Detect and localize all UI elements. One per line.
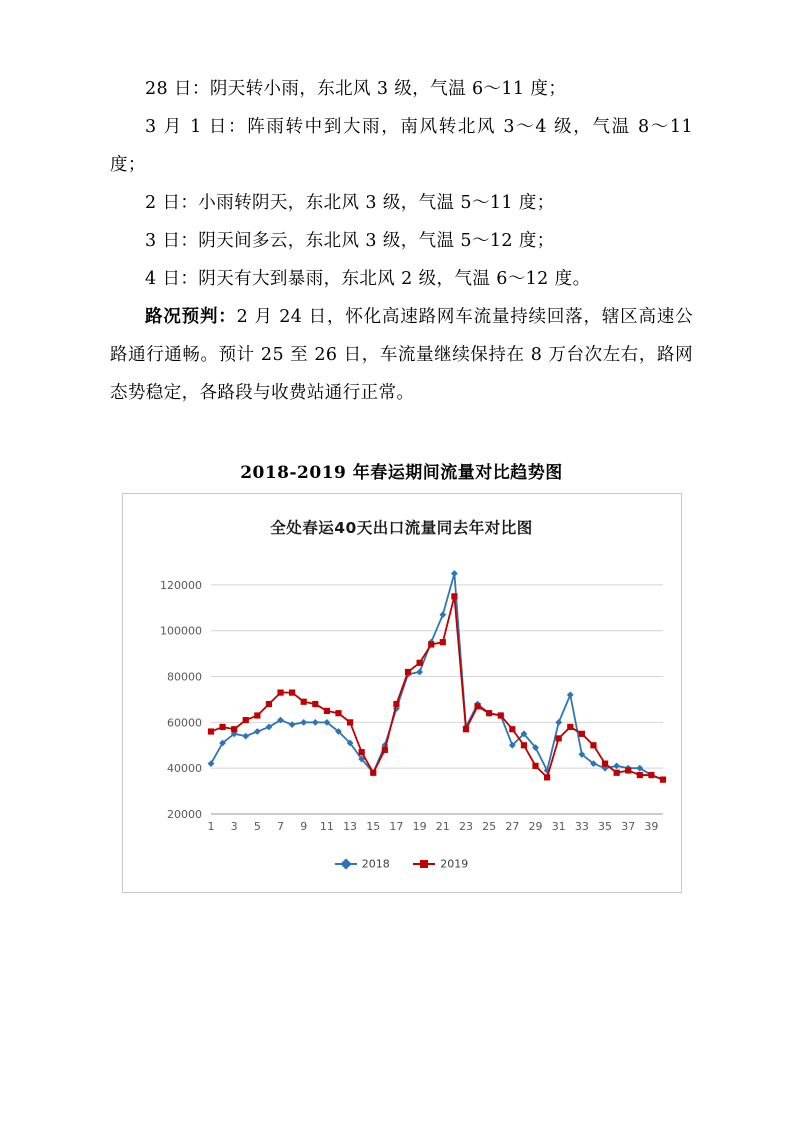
road-forecast-text: 2 月 24 日，怀化高速路网车流量持续回落，辖区高速公路通行通畅。预计 25 至 26 日，车流量继续保持在 8 万台次左右，路网态势稳定，各路段与收费站通行正常。 <box>110 307 693 403</box>
chart-plot <box>123 494 683 894</box>
svg-text:27: 27 <box>504 820 519 833</box>
svg-text:20000: 20000 <box>166 808 202 821</box>
weather-line-3: 2 日：小雨转阴天，东北风 3 级，气温 5～11 度； <box>145 193 555 213</box>
svg-text:37: 37 <box>620 820 635 833</box>
chart-legend <box>123 856 681 870</box>
figure-caption: 2018-2019 年春运期间流量对比趋势图 <box>240 463 563 483</box>
road-forecast-lead: 路况预判： <box>145 307 237 327</box>
legend-label-2018: 2018 <box>361 857 390 870</box>
svg-text:17: 17 <box>388 820 403 833</box>
legend-item-2019 <box>413 857 468 871</box>
svg-text:60000: 60000 <box>166 716 202 730</box>
svg-text:7: 7 <box>276 820 284 833</box>
svg-text:23: 23 <box>458 820 473 833</box>
svg-text:5: 5 <box>253 820 261 833</box>
svg-text:19: 19 <box>412 820 427 833</box>
svg-text:40000: 40000 <box>166 762 202 776</box>
weather-line-1: 28 日：阴天转小雨，东北风 3 级，气温 6～11 度； <box>145 79 567 99</box>
svg-text:11: 11 <box>319 820 334 833</box>
svg-text:15: 15 <box>365 820 380 833</box>
svg-text:35: 35 <box>597 820 612 833</box>
svg-text:13: 13 <box>342 820 357 833</box>
chart-svg <box>123 494 683 894</box>
svg-text:1: 1 <box>207 820 214 833</box>
chart-container <box>122 493 682 893</box>
svg-text:3: 3 <box>230 820 238 833</box>
svg-text:39: 39 <box>643 820 658 833</box>
svg-text:21: 21 <box>435 820 450 833</box>
svg-text:80000: 80000 <box>166 670 202 684</box>
legend-swatch-2019 <box>413 863 435 865</box>
svg-text:33: 33 <box>574 820 589 833</box>
svg-text:100000: 100000 <box>159 624 202 638</box>
legend-label-2019: 2019 <box>440 857 469 870</box>
svg-text:25: 25 <box>481 820 496 833</box>
weather-line-4: 3 日：阴天间多云，东北风 3 级，气温 5～12 度； <box>145 231 555 251</box>
chart-title: 全处春运40天出口流量同去年对比图 <box>270 519 533 537</box>
svg-text:9: 9 <box>299 820 307 833</box>
svg-text:31: 31 <box>551 820 566 833</box>
svg-text:29: 29 <box>528 820 543 833</box>
svg-text:120000: 120000 <box>159 578 202 592</box>
weather-line-5: 4 日：阴天有大到暴雨，东北风 2 级，气温 6～12 度。 <box>145 269 591 289</box>
road-forecast-paragraph <box>110 298 693 412</box>
weather-line-2: 3 月 1 日：阵雨转中到大雨，南风转北风 3～4 级，气温 8～11 度； <box>110 117 693 175</box>
legend-swatch-2018 <box>335 863 357 865</box>
legend-item-2018 <box>335 857 390 871</box>
